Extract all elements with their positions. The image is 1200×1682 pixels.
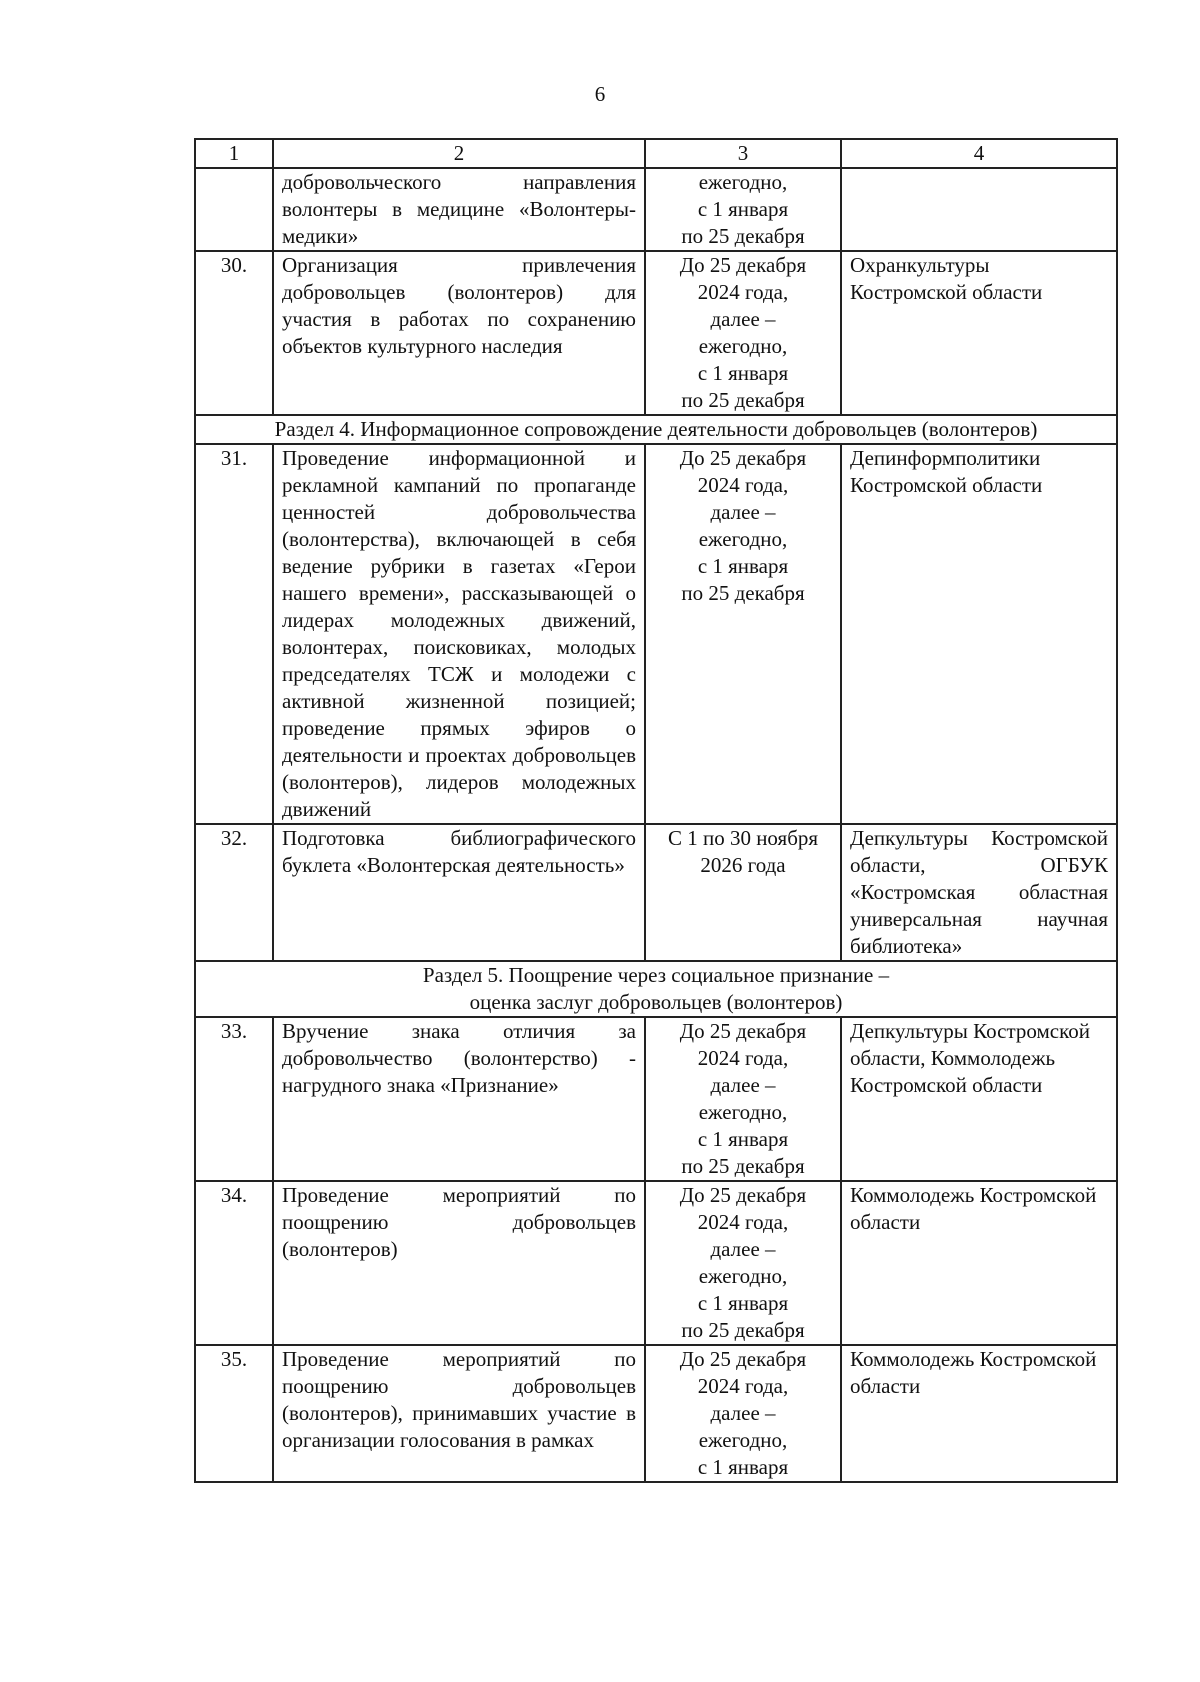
deadline-line: с 1 января: [697, 1455, 789, 1479]
item-deadline: [645, 168, 841, 251]
deadline-line: ежегодно,: [698, 170, 788, 194]
item-responsible: Депинформполитики Костромской области: [841, 444, 1117, 824]
header-cell: 2: [273, 139, 645, 168]
page-number: 6: [594, 82, 606, 106]
deadline-line: ежегодно,: [698, 1428, 788, 1452]
deadline-line: далее –: [710, 1401, 776, 1425]
item-responsible: [841, 168, 1117, 251]
deadline-line: 2024 года,: [697, 473, 789, 497]
table-row: [195, 168, 1117, 251]
deadline-line: с 1 января: [697, 197, 789, 221]
deadline-line: по 25 декабря: [681, 581, 805, 605]
item-description: Проведение информационной и рекламной кампаний по пропаганде ценностей добровольчества (волонтерства), включающей в себя ведение рубрики в газетах «Герои нашего времени», рассказывающей о лидерах молодежных движений, волонтерах, поисковиках, молодых председателях ТСЖ и молодежи с активной жизненной позицией; проведение прямых эфиров о деятельности и проектах добровольцев (волонтеров), лидеров молодежных движений: [273, 444, 645, 824]
table-row: [195, 444, 1117, 824]
deadline-line: 2024 года,: [697, 280, 789, 304]
deadline-line: До 25 декабря: [679, 1019, 807, 1043]
item-deadline: [645, 824, 841, 961]
deadline-line: по 25 декабря: [681, 224, 805, 248]
header-cell: 3: [645, 139, 841, 168]
deadline-line: с 1 января: [697, 1127, 789, 1151]
item-number: 30.: [195, 251, 273, 415]
deadline-line: далее –: [710, 500, 776, 524]
deadline-line: далее –: [710, 1237, 776, 1261]
item-description: Организация привлечения добровольцев (волонтеров) для участия в работах по сохранению объектов культурного наследия: [273, 251, 645, 415]
section-heading-row: [195, 415, 1117, 444]
deadline-line: с 1 января: [697, 554, 789, 578]
section-heading-line: оценка заслуг добровольцев (волонтеров): [469, 990, 843, 1014]
header-cell: 4: [841, 139, 1117, 168]
section-heading-line: Раздел 4. Информационное сопровождение деятельности добровольцев (волонтеров): [274, 417, 1038, 441]
table-row: [195, 251, 1117, 415]
deadline-line: 2024 года,: [697, 1374, 789, 1398]
item-responsible: Охранкультуры Костромской области: [841, 251, 1117, 415]
item-responsible: Коммолодежь Костромской области: [841, 1345, 1117, 1482]
item-deadline: [645, 1345, 841, 1482]
item-number: 34.: [195, 1181, 273, 1345]
table-row: [195, 1345, 1117, 1482]
deadline-line: далее –: [710, 1073, 776, 1097]
deadline-line: с 1 января: [697, 1291, 789, 1315]
table-row: [195, 824, 1117, 961]
deadline-line: С 1 по 30 ноября: [667, 826, 819, 850]
item-deadline: [645, 1017, 841, 1181]
item-number: 32.: [195, 824, 273, 961]
deadline-line: по 25 декабря: [681, 1318, 805, 1342]
deadline-line: ежегодно,: [698, 334, 788, 358]
section-heading: [195, 961, 1117, 1017]
table-row: [195, 1181, 1117, 1345]
deadline-line: До 25 декабря: [679, 446, 807, 470]
deadline-line: 2026 года: [700, 853, 786, 877]
section-heading-row: [195, 961, 1117, 1017]
deadline-line: 2024 года,: [697, 1210, 789, 1234]
item-number: 31.: [195, 444, 273, 824]
deadline-line: ежегодно,: [698, 527, 788, 551]
deadline-line: по 25 декабря: [681, 1154, 805, 1178]
section-heading-line: Раздел 5. Поощрение через социальное признание –: [422, 963, 890, 987]
item-description: Подготовка библиографического буклета «Волонтерская деятельность»: [273, 824, 645, 961]
item-description: добровольческого направления волонтеры в медицине «Волонтеры-медики»: [273, 168, 645, 251]
deadline-line: с 1 января: [697, 361, 789, 385]
deadline-line: До 25 декабря: [679, 1347, 807, 1371]
item-number: 35.: [195, 1345, 273, 1482]
deadline-line: ежегодно,: [698, 1100, 788, 1124]
item-number: 33.: [195, 1017, 273, 1181]
table-row: [195, 1017, 1117, 1181]
item-deadline: [645, 1181, 841, 1345]
table-header-row: [195, 139, 1117, 168]
deadline-line: 2024 года,: [697, 1046, 789, 1070]
item-responsible: Депкультуры Костромской области, ОГБУК «Костромская областная универсальная научная библиотека»: [841, 824, 1117, 961]
deadline-line: ежегодно,: [698, 1264, 788, 1288]
item-responsible: Коммолодежь Костромской области: [841, 1181, 1117, 1345]
section-heading: [195, 415, 1117, 444]
item-description: Вручение знака отличия за добровольчество (волонтерство) - нагрудного знака «Признание»: [273, 1017, 645, 1181]
item-number: [195, 168, 273, 251]
deadline-line: До 25 декабря: [679, 1183, 807, 1207]
item-description: Проведение мероприятий по поощрению добровольцев (волонтеров): [273, 1181, 645, 1345]
deadline-line: До 25 декабря: [679, 253, 807, 277]
plan-table: [194, 138, 1118, 1483]
item-deadline: [645, 251, 841, 415]
item-responsible: Депкультуры Костромской области, Коммолодежь Костромской области: [841, 1017, 1117, 1181]
deadline-line: далее –: [710, 307, 776, 331]
header-cell: 1: [195, 139, 273, 168]
deadline-line: по 25 декабря: [681, 388, 805, 412]
item-deadline: [645, 444, 841, 824]
item-description: Проведение мероприятий по поощрению добровольцев (волонтеров), принимавших участие в организации голосования в рамках: [273, 1345, 645, 1482]
